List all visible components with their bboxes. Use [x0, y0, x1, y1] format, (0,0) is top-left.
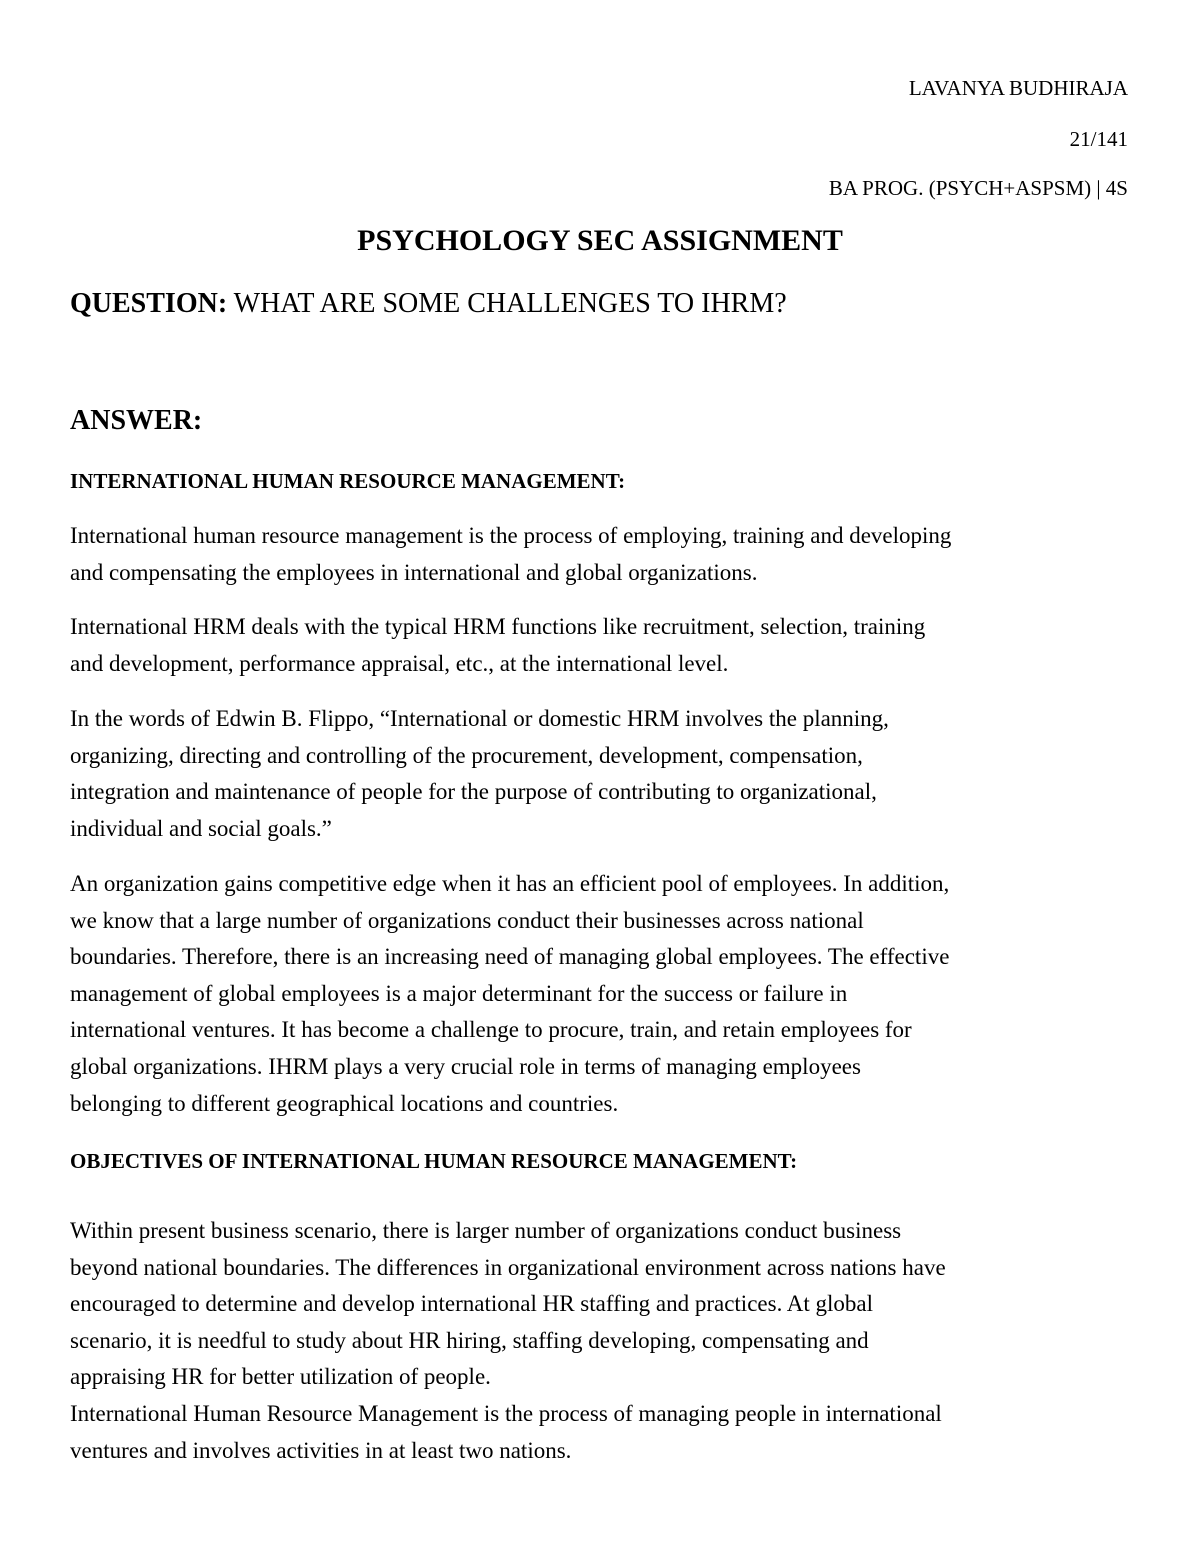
- section-heading-objectives: OBJECTIVES OF INTERNATIONAL HUMAN RESOURCE MANAGEMENT:: [70, 1149, 798, 1173]
- question: [70, 287, 787, 321]
- question-label: QUESTION:: [70, 288, 228, 319]
- text-line: and compensating the employees in international and global organizations.: [70, 559, 758, 585]
- text-line: scenario, it is needful to study about HR hiring, staffing developing, compensating and: [70, 1327, 869, 1353]
- paragraph-definition: [70, 518, 1140, 591]
- text-line: management of global employees is a major determinant for the success or failure in: [70, 980, 848, 1006]
- text-line: integration and maintenance of people for the purpose of contributing to organizational,: [70, 779, 877, 805]
- text-line: encouraged to determine and develop international HR staffing and practices. At global: [70, 1291, 874, 1317]
- question-text: WHAT ARE SOME CHALLENGES TO IHRM?: [227, 288, 787, 319]
- roll-number: 21/141: [1069, 127, 1128, 151]
- course-info: BA PROG. (PSYCH+ASPSM) | 4S: [828, 176, 1128, 200]
- text-line: beyond national boundaries. The differences in organizational environment across nations have: [70, 1254, 946, 1280]
- author-name: LAVANYA BUDHIRAJA: [908, 76, 1128, 100]
- paragraph-flippo-quote: [70, 701, 1140, 847]
- text-line: belonging to different geographical locations and countries.: [70, 1090, 619, 1116]
- text-line: global organizations. IHRM plays a very crucial role in terms of managing employees: [70, 1053, 861, 1079]
- text-line: Within present business scenario, there is larger number of organizations conduct business: [70, 1218, 902, 1243]
- text-line: we know that a large number of organizations conduct their businesses across national: [70, 907, 864, 933]
- section-heading-ihrm: INTERNATIONAL HUMAN RESOURCE MANAGEMENT:: [70, 469, 626, 493]
- paragraph-objectives: [70, 1213, 1140, 1469]
- text-line: and development, performance appraisal, etc., at the international level.: [70, 650, 729, 676]
- text-line: In the words of Edwin B. Flippo, “International or domestic HRM involves the planning,: [70, 706, 889, 731]
- answer-label: ANSWER:: [70, 405, 203, 436]
- text-line: appraising HR for better utilization of people.: [70, 1364, 491, 1390]
- text-line: International Human Resource Management is the process of managing people in international: [70, 1400, 942, 1426]
- text-line: individual and social goals.”: [70, 815, 332, 841]
- text-line: ventures and involves activities in at least two nations.: [70, 1437, 572, 1463]
- paragraph-functions: [70, 609, 1140, 682]
- paragraph-competitive-edge: [70, 866, 1140, 1122]
- text-line: organizing, directing and controlling of the procurement, development, compensation,: [70, 742, 863, 768]
- text-line: An organization gains competitive edge when it has an efficient pool of employees. In addition,: [70, 871, 950, 896]
- text-line: International HRM deals with the typical HRM functions like recruitment, selection, training: [70, 614, 926, 639]
- text-line: International human resource management is the process of employing, training and developing: [70, 523, 952, 548]
- text-line: boundaries. Therefore, there is an increasing need of managing global employees. The effective: [70, 944, 950, 970]
- document-title: PSYCHOLOGY SEC ASSIGNMENT: [357, 224, 843, 257]
- text-line: international ventures. It has become a challenge to procure, train, and retain employees for: [70, 1017, 912, 1043]
